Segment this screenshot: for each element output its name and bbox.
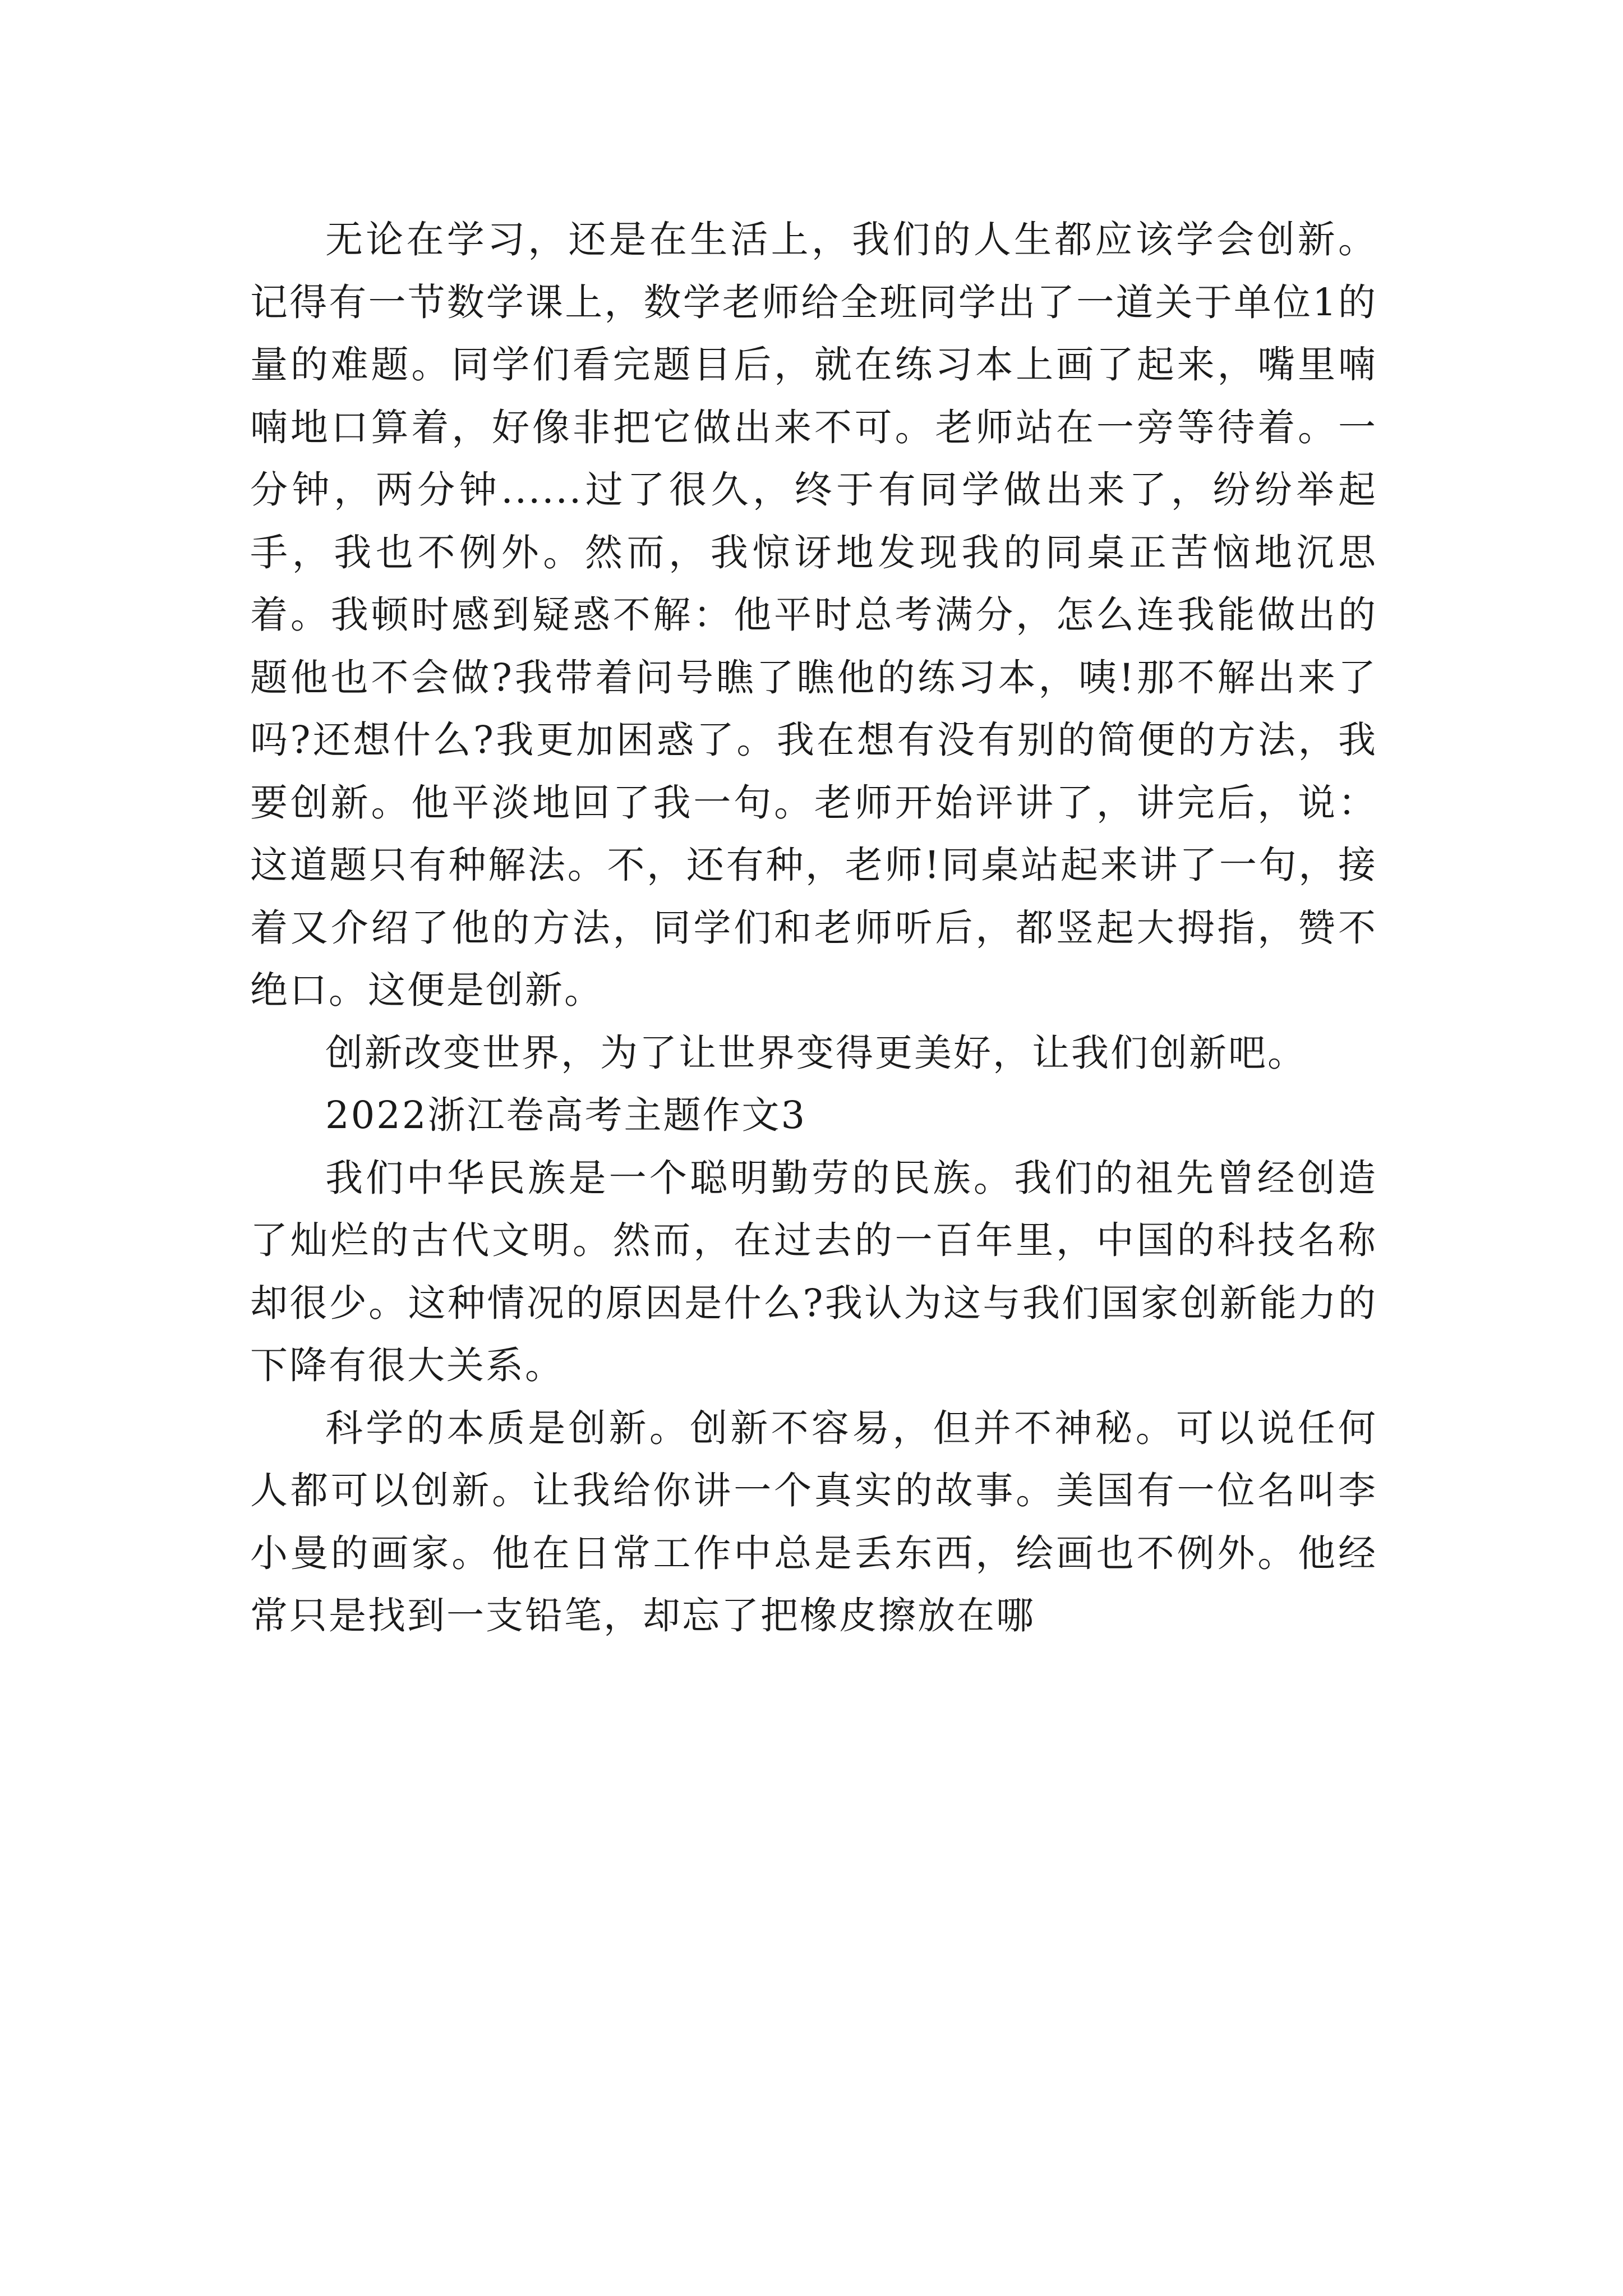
paragraph-innovation-story: 无论在学习，还是在生活上，我们的人生都应该学会创新。记得有一节数学课上，数学老师给全班同学出了一道关于单位1的量的难题。同学们看完题目后，就在练习本上画了起来，嘴里喃喃地口算着，好像非把它做出来不可。老师站在一旁等待着。一分钟，两分钟......过了很久，终于有同学做出来了，纷纷举起手，我也不例外。然而，我惊讶地发现我的同桌正苦恼地沉思着。我顿时感到疑惑不解：他平时总考满分，怎么连我能做出的题他也不会做?我带着问号瞧了瞧他的练习本，咦!那不解出来了吗?还想什么?我更加困惑了。我在想有没有别的简便的方法，我要创新。他平淡地回了我一句。老师开始评讲了，讲完后，说：这道题只有种解法。不，还有种，老师!同桌站起来讲了一句，接着又介绍了他的方法，同学们和老师听后，都竖起大拇指，赞不绝口。这便是创新。 bbox=[250, 218, 1377, 1012]
paragraph-innovation-conclusion: 创新改变世界，为了让世界变得更美好，让我们创新吧。 bbox=[325, 1030, 1307, 1075]
essay-heading: 2022浙江卷高考主题作文3 bbox=[325, 1093, 807, 1137]
paragraph-chinese-nation: 我们中华民族是一个聪明勤劳的民族。我们的祖先曾经创造了灿烂的古代文明。然而，在过去的一百年里，中国的科技名称却很少。这种情况的原因是什么?我认为这与我们国家创新能力的下降有很大关系。 bbox=[250, 1156, 1377, 1387]
document-body bbox=[250, 209, 1377, 1648]
paragraph-science-innovation: 科学的本质是创新。创新不容易，但并不神秘。可以说任何人都可以创新。让我给你讲一个真实的故事。美国有一位名叫李小曼的画家。他在日常工作中总是丢东西，绘画也不例外。他经常只是找到一支铅笔，却忘了把橡皮擦放在哪 bbox=[250, 1406, 1377, 1637]
